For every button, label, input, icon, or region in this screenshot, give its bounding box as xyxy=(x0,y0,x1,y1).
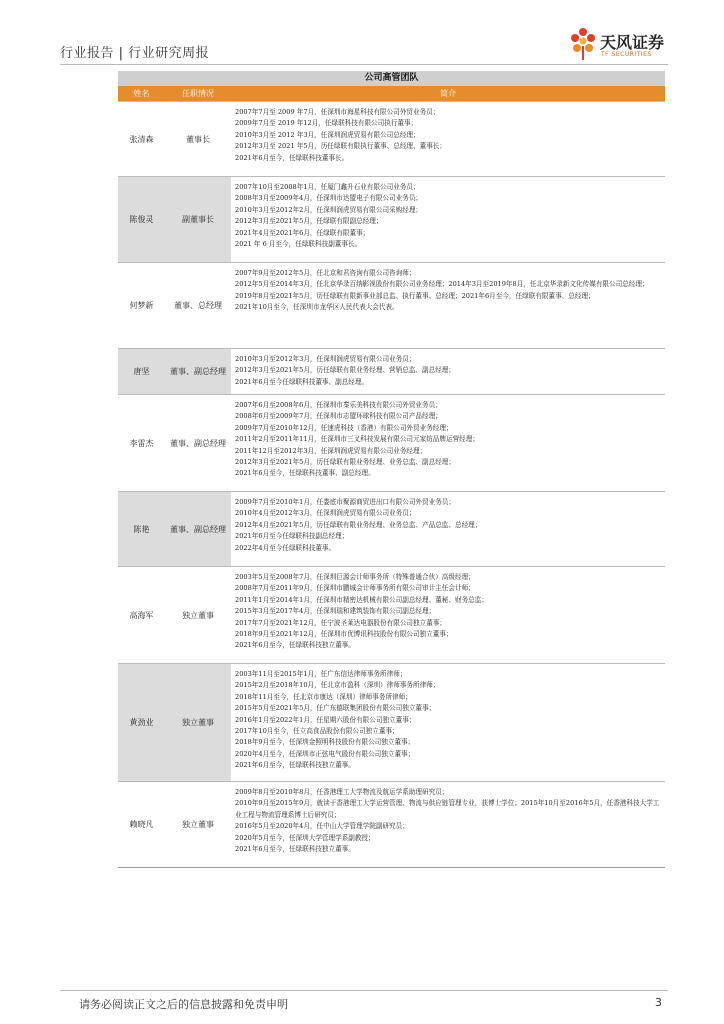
logo-name: 天风证券 xyxy=(600,33,665,52)
header-divider xyxy=(60,64,668,65)
executive-position: 董事、副总经理 xyxy=(165,349,231,394)
executive-position: 独立董事 xyxy=(165,664,231,781)
table-row xyxy=(118,781,665,867)
executive-position: 董事长 xyxy=(186,134,210,144)
column-header-name: 姓名 xyxy=(133,89,150,98)
executive-name: 黄劲业 xyxy=(118,664,165,781)
table-row xyxy=(118,394,665,491)
table-row xyxy=(118,566,665,663)
logo-flower-icon xyxy=(568,24,598,62)
table-row xyxy=(118,663,665,781)
executive-bio: 2010年3月至2012年3月，任深圳润虎贸易有限公司业务员； 2012年3月至2021年5月，历任绿联有限业务经理、营销总监、副总经理； 2021年6月至今任绿联科技董事、副总经理。 xyxy=(235,355,455,386)
executive-name: 何梦新 xyxy=(129,301,154,310)
executive-name: 陈俊灵 xyxy=(118,177,165,262)
executive-position: 独立董事 xyxy=(182,820,214,829)
executive-position: 副董事长 xyxy=(165,177,231,262)
column-header-bio: 简介 xyxy=(440,89,456,98)
executive-name: 李雷杰 xyxy=(129,438,154,448)
executive-position: 独立董事 xyxy=(182,610,214,620)
management-team-table xyxy=(118,71,665,868)
executive-bio: 2009年8月至2010年8月，任香港理工大学物流及航运学系助理研究员； 2010年9月至2015年9月，就读于香港理工大学运营管理、物流与供应链管理专业，获博士学位；2015年10月至2016年5月，任香港科技大学工业工程与物流管理系博士后研究员； 2016年5月至2020年4月，任中山大学管理学院副研究员； 2020年5月至今，任深圳大学管理学系副教授； 2021年6月至今，任绿联科技独立董事。 xyxy=(235,788,660,854)
executive-position: 董事、总经理 xyxy=(174,301,222,310)
table-row xyxy=(118,101,665,176)
column-header-position: 任职情况 xyxy=(182,89,214,98)
executive-name: 陈艳 xyxy=(118,492,165,566)
executive-name: 高海军 xyxy=(129,610,154,620)
executive-name: 赖晓凡 xyxy=(129,820,154,829)
footer-divider xyxy=(60,990,668,991)
table-header-row xyxy=(118,86,665,101)
executive-bio: 2003年5月至2008年7月，任深圳巨源会计师事务所（特殊普通合伙）高级经理； 2008年7月至2011年9月，任深圳市鹏城会计师事务所有限公司审计主任会计师； 2011年1月至2014年1月，任深圳市精密达机械有限公司副总经理、董秘、财务总监； 2015年3月至2017年4月，任深圳瑞和建筑装饰有限公司副总经理； 2017年7月至2021年12月，任宁波圣莱达电器股份有限公司独立董事； 2018年9月至2021年12月，任深圳市优博讯科技股份有限公司独立董事； 2021年6月至今，任绿联科技独立董事。 xyxy=(235,573,488,650)
company-logo xyxy=(568,24,678,64)
executive-position: 董事、副总经理 xyxy=(170,438,226,448)
executive-bio: 2009年7月至2010年1月，任娄底市聚源商贸进出口有限公司外贸业务员； 2010年4月至2012年3月，任深圳润虎贸易有限公司业务员； 2012年4月至2021年5月，历任绿联有限业务经理、业务总监、产品总监、总经理； 2021年6月至今任绿联科技副总经理； 2022年4月至今任绿联科技董事。 xyxy=(235,498,482,552)
executive-position: 董事、副总经理 xyxy=(165,492,231,566)
executive-bio: 2007年7月至 2009 年7月，任深圳市海星科技有限公司外贸业务员； 2009年7月至 2019 年12月，任绿联科技有限公司执行董事； 2010年3月至 2012 年3月，任深圳润虎贸易有限公司总经理； 2012年3月至 2021 年5月，历任绿联有限执行董事、总经理、董事长； 2021年6月至今，任绿联科技董事长。 xyxy=(235,108,446,162)
table-body xyxy=(118,101,665,868)
executive-bio: 2007年9月至2012年5月，任北京和君咨询有限公司咨询师； 2012年5月至2014年3月，任北京华录百纳影视股份有限公司业务经理；2014年3月至2019年8月，任北京华录新文化传媒有限公司总经理； 2019年8月至2021年5月，历任绿联有限新事业部总监、执行董事、总经理；2021年6月至今，任绿联有限董事、总经理； 2021年10月至今，任深圳市龙华区人民代表大会代表。 xyxy=(235,269,649,312)
table-row xyxy=(118,348,665,394)
table-row xyxy=(118,176,665,262)
executive-bio: 2007年6月至2008年6月，任深圳市秦乐美科技有限公司外贸业务员； 2008年6月至2009年7月，任深圳市志盟环球科技有限公司产品经理； 2009年7月至2010年12月，任速虎科技（香港）有限公司外贸业务经理； 2011年2月至2011年11月，任深圳市三叉科技发展有限公司元家纺品牌运营经理； 2011年12月至2012年3月，任深圳润虎贸易有限公司业务经理； 2012年3月至2021年5月，历任绿联有限业务经理、业务总监、副总经理； 2021年6月至今，任绿联科技董事、副总经理。 xyxy=(235,401,479,478)
table-row xyxy=(118,491,665,566)
table-row xyxy=(118,262,665,348)
report-header-title: 行业报告 | 行业研究周报 xyxy=(60,46,210,61)
footer-disclaimer: 请务必阅读正文之后的信息披露和免责申明 xyxy=(79,998,288,1011)
logo-subtitle: TF SECURITIES xyxy=(601,51,652,58)
executive-bio: 2003年11月至2015年1月，任广东信达律师事务所律师； 2015年2月至2018年10月，任北京市盈科（深圳）律师事务所律师； 2018年11月至今，任北京市康达（深圳）律师事务所律师； 2015年5月至2021年5月，任广东德联集团股份有限公司独立董事； 2016年1月至2022年1月，任星期六股份有限公司独立董事； 2017年10月至今，任立高食品股份有限公司独立董事； 2018年9月至今，任深圳金照明科技股份有限公司独立董事； 2020年4月至今，任深圳市正弦电气股份有限公司独立董事； 2021年6月至今，任绿联科技独立董事。 xyxy=(235,670,440,770)
executive-name: 唐坚 xyxy=(118,349,165,394)
page-number: 3 xyxy=(655,996,662,1009)
executive-bio: 2007年10月至2008年1月，任厦门鑫升石业有限公司业务员； 2008年3月至2009年4月，任深圳市达盟电子有限公司业务员； 2010年3月至2012年2月，任深圳润虎贸易有限公司采购经理； 2012年3月至2021年5月，任绿联有限副总经理； 2021年4月至2021年6月，任绿联有限董事； 2021 年 6 月至今，任绿联科技副董事长。 xyxy=(235,183,423,249)
executive-name: 张清森 xyxy=(129,134,154,144)
table-title: 公司高管团队 xyxy=(118,71,665,86)
